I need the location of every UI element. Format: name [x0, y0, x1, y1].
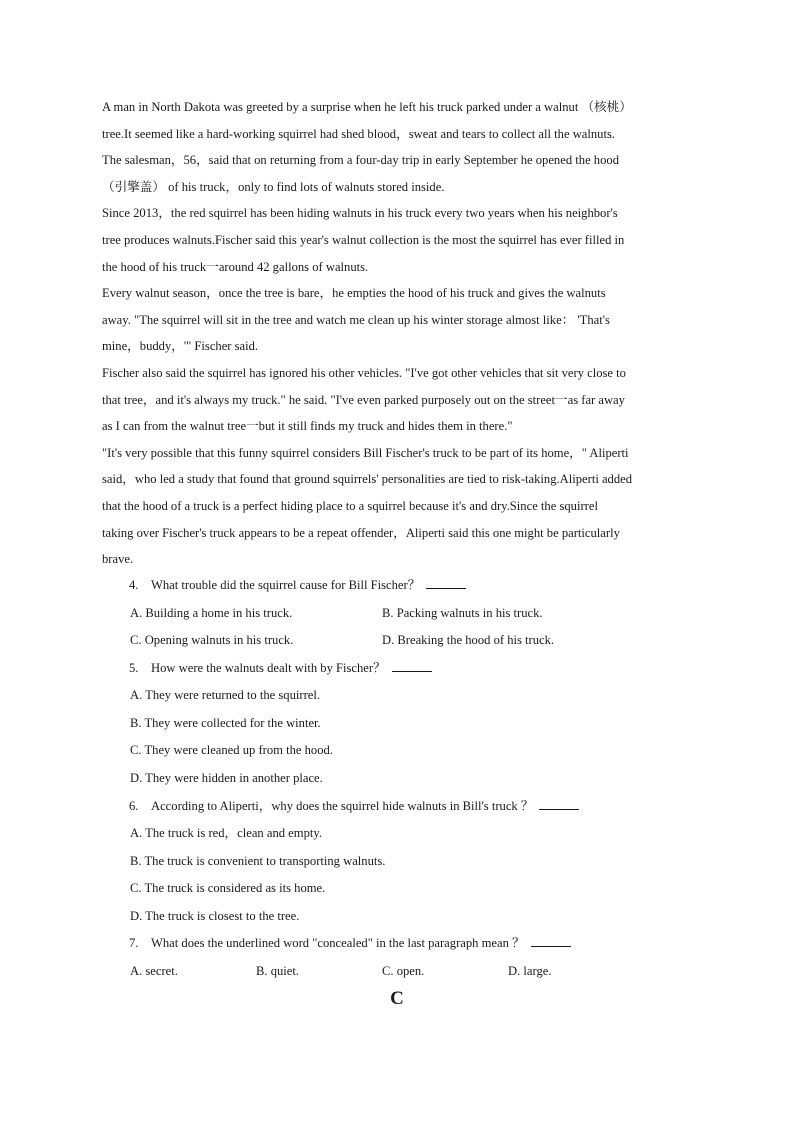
answer-option: D. The truck is closest to the tree.	[130, 908, 300, 923]
question-stem	[102, 655, 702, 683]
passage-line: Every walnut season，once the tree is bare，he empties the hood of his truck and gives the walnuts	[102, 286, 606, 301]
passage-line: tree.It seemed like a hard-working squirrel had shed blood，sweat and tears to collect all the walnuts.	[102, 126, 616, 141]
option-row	[102, 737, 702, 765]
passage-line: away. "The squirrel will sit in the tree and watch me clean up his winter storage almost like： 'That's	[102, 312, 610, 327]
question-stem	[102, 572, 702, 600]
answer-option: C. The truck is considered as its home.	[130, 881, 326, 896]
answer-option: B. Packing walnuts in his truck.	[382, 605, 543, 620]
answer-option: B. The truck is convenient to transporting walnuts.	[130, 853, 386, 868]
answer-option: D. Breaking the hood of his truck.	[382, 633, 555, 648]
passage-line: that tree，and it's always my truck." he said. "I've even parked purposely out on the street一as far away	[102, 392, 625, 407]
passage-line: The salesman，56，said that on returning from a four-day trip in early September he opened the hood	[102, 153, 619, 168]
answer-option: D. large.	[508, 963, 552, 978]
passage-line: tree produces walnuts.Fischer said this year's walnut collection is the most the squirrel has ever filled in	[102, 232, 625, 247]
answer-option: A. The truck is red，clean and empty.	[130, 826, 322, 841]
passage-line: taking over Fischer's truck appears to be a repeat offender，Aliperti said this one might be particularly	[102, 525, 620, 540]
answer-option: A. They were returned to the squirrel.	[130, 688, 321, 703]
question-number: 5.	[129, 660, 139, 675]
question-text: What does the underlined word "concealed" in the last paragraph mean ？	[151, 936, 525, 951]
option-row	[102, 600, 702, 628]
passage-line: mine，buddy，'" Fischer said.	[102, 339, 259, 354]
passage-line: that the hood of a truck is a perfect hiding place to a squirrel because it's and dry.Since the squirrel	[102, 498, 598, 513]
question-text: According to Aliperti，why does the squirrel hide walnuts in Bill's truck ？	[151, 798, 534, 813]
option-row	[102, 875, 702, 903]
answer-option: A. Building a home in his truck.	[130, 605, 293, 620]
answer-option: D. They were hidden in another place.	[130, 770, 323, 785]
option-row	[102, 627, 702, 655]
question-text: What trouble did the squirrel cause for Bill Fischer？	[151, 578, 421, 592]
answer-blank[interactable]	[531, 932, 571, 947]
passage-line: said，who led a study that found that ground squirrels' personalities are tied to risk-taking.Aliperti added	[102, 472, 633, 487]
option-row	[102, 958, 702, 986]
question-number: 6.	[129, 798, 139, 813]
passage-line: Fischer also said the squirrel has ignored his other vehicles. "I've got other vehicles that sit very close to	[102, 365, 626, 380]
answer-option: B. They were collected for the winter.	[130, 715, 321, 730]
answer-option: A. secret.	[130, 963, 178, 978]
answer-blank[interactable]	[426, 574, 466, 589]
question-stem	[102, 793, 702, 821]
question-text: How were the walnuts dealt with by Fischer？	[151, 660, 386, 675]
question-stem	[102, 930, 702, 958]
question-number: 4.	[129, 578, 139, 592]
answer-blank[interactable]	[539, 795, 579, 810]
question-number: 7.	[129, 936, 139, 951]
option-row	[102, 903, 702, 931]
passage-line: the hood of his truck一around 42 gallons of walnuts.	[102, 259, 369, 274]
option-row	[102, 848, 702, 876]
passage-line: "It's very possible that this funny squirrel considers Bill Fischer's truck to be part of its home，" Aliperti	[102, 445, 629, 460]
answer-blank[interactable]	[392, 657, 432, 672]
option-row	[102, 682, 702, 710]
passage-line: as I can from the walnut tree一but it still finds my truck and hides them in there."	[102, 419, 513, 434]
passage-line: brave.	[102, 552, 134, 567]
passage-line: （引擎盖） of his truck，only to find lots of walnuts stored inside.	[102, 179, 445, 194]
answer-option: B. quiet.	[256, 963, 300, 978]
option-row	[102, 820, 702, 848]
reading-passage	[102, 94, 702, 573]
section-letter: C	[390, 988, 404, 1009]
question-list	[102, 572, 702, 986]
answer-option: C. Opening walnuts in his truck.	[130, 633, 294, 648]
passage-line: Since 2013，the red squirrel has been hiding walnuts in his truck every two years when his neighbor's	[102, 206, 618, 221]
answer-option: C. They were cleaned up from the hood.	[130, 743, 333, 758]
option-row	[102, 765, 702, 793]
answer-option: C. open.	[382, 963, 425, 978]
option-row	[102, 710, 702, 738]
passage-line: A man in North Dakota was greeted by a surprise when he left his truck parked under a walnut （核桃）	[102, 100, 632, 114]
